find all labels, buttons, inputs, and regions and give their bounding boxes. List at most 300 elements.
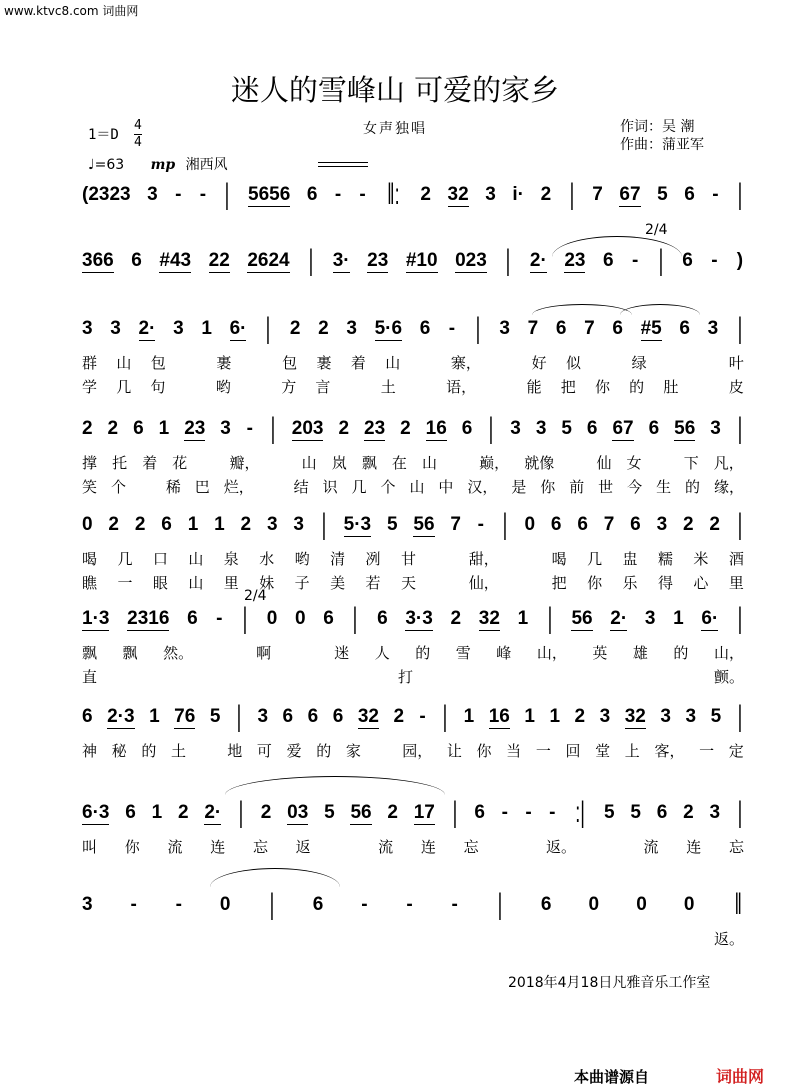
lyric-syllable: 山 — [188, 550, 204, 568]
lyric-syllable: 言 — [315, 378, 331, 396]
note: 6 — [332, 706, 344, 727]
lyric-syllable: 打 — [397, 668, 413, 686]
note: 2· — [529, 249, 547, 271]
note: 3 — [644, 608, 656, 629]
note: 2 — [108, 514, 119, 535]
lyric-syllable: 女 — [626, 454, 642, 472]
lyric-syllable: 飘 — [122, 644, 138, 662]
note: 0 — [683, 894, 695, 915]
lyric-syllable: 就像 — [524, 454, 555, 472]
lyric-syllable: 下 — [683, 454, 699, 472]
lyric-syllable: 喝 — [82, 550, 98, 568]
note: 3 — [710, 418, 721, 439]
barline: | — [269, 888, 274, 921]
lyric-syllable: 啊 — [256, 644, 272, 662]
lyric-syllable: 客， — [654, 742, 685, 760]
lyric-syllable: 一 — [535, 742, 551, 760]
barline: | — [658, 244, 664, 277]
note: 0 — [82, 514, 93, 535]
lyric-syllable: 几 — [116, 378, 132, 396]
barline: | — [238, 796, 244, 829]
note: 3 — [220, 418, 231, 439]
note: - — [448, 318, 456, 339]
credits — [620, 118, 704, 154]
performance-type: 女声独唱 — [363, 121, 427, 137]
lyric-syllable: 哟 — [215, 378, 231, 396]
note: 6 — [577, 514, 588, 535]
barline: | — [475, 312, 480, 345]
note: - — [175, 184, 182, 205]
lyric-syllable: 瞧 — [82, 574, 98, 592]
lyric-line — [82, 572, 744, 593]
note: - — [406, 894, 413, 915]
note: 2· — [138, 317, 156, 339]
lyric-line — [82, 376, 744, 397]
note: 1 — [524, 706, 535, 727]
lyric-syllable: 雄 — [632, 644, 648, 662]
barline: | — [737, 312, 743, 345]
lyric-syllable: 雪 — [455, 644, 471, 662]
lyric-syllable: 方 — [281, 378, 297, 396]
lyric-syllable: 山 — [409, 478, 425, 496]
note: - — [419, 706, 426, 727]
note: - — [361, 894, 368, 915]
barline: | — [353, 602, 358, 635]
lyric-syllable: 识 — [322, 478, 338, 496]
note: 3 — [485, 184, 496, 205]
note: 22 — [208, 249, 230, 271]
note: 2 — [134, 514, 146, 535]
barline: | — [502, 508, 507, 541]
lyric-syllable: 土 — [380, 378, 396, 396]
lyric-line — [82, 666, 744, 687]
lyric-syllable: 心 — [693, 574, 709, 592]
note: 3 — [535, 418, 547, 439]
note: 6 — [161, 514, 172, 535]
note: 1 — [187, 514, 199, 535]
lyric-syllable: 眼 — [152, 574, 168, 592]
note: 0 — [294, 608, 306, 629]
note: 2 — [260, 802, 272, 823]
lyric-syllable: 返。 — [546, 838, 577, 856]
slur — [552, 236, 682, 257]
lyric-syllable: 个 — [380, 478, 396, 496]
barline: | — [265, 312, 271, 345]
note: 3 — [707, 318, 719, 339]
note: (2323 — [82, 184, 131, 205]
lyric-syllable: 中 — [438, 478, 454, 496]
lyric-syllable: 山 — [116, 354, 132, 372]
lyric-syllable: 岚 — [331, 454, 347, 472]
note: 23 — [564, 249, 586, 271]
lyric-line — [82, 352, 744, 373]
score-row — [82, 700, 744, 734]
note: 6 — [550, 514, 562, 535]
lyric-syllable: 包 — [150, 354, 166, 372]
note: 6 — [648, 418, 660, 439]
note: 1 — [151, 802, 163, 823]
lyric-syllable: 把 — [551, 574, 567, 592]
note: 1 — [517, 608, 529, 629]
barline: | — [452, 796, 457, 829]
lyric-syllable: 群 — [82, 354, 98, 372]
lyric-syllable: 仙， — [468, 574, 499, 592]
slur — [210, 868, 340, 887]
note: 6 — [630, 514, 641, 535]
lyric-syllable: 世 — [598, 478, 614, 496]
note: 5 — [710, 706, 722, 727]
note: 2 — [709, 514, 720, 535]
note: 67 — [612, 417, 634, 439]
lyric-syllable: 飘 — [361, 454, 377, 472]
lyric-syllable: 着 — [142, 454, 158, 472]
barline: | — [497, 888, 503, 921]
note: - — [130, 894, 137, 915]
lyric-syllable: 哟 — [294, 550, 310, 568]
lyric-syllable: 的 — [141, 742, 157, 760]
lyric-syllable: 在 — [391, 454, 407, 472]
lyric-syllable: 忘 — [463, 838, 479, 856]
lyric-syllable: 园， — [402, 742, 433, 760]
barline: | — [505, 244, 511, 277]
note: 3 — [599, 706, 611, 727]
note: 2 — [393, 706, 405, 727]
note: 2· — [204, 801, 222, 823]
lyric-syllable: 糯 — [657, 550, 673, 568]
note: #43 — [159, 249, 192, 271]
note: 03 — [287, 801, 309, 823]
note: 3 — [685, 706, 697, 727]
note: 3 — [510, 418, 521, 439]
note: 1 — [149, 706, 160, 727]
lyric-syllable: 然。 — [163, 644, 194, 662]
note: 0 — [524, 514, 536, 535]
lyric-syllable: 流 — [378, 838, 394, 856]
lyric-syllable: 地 — [227, 742, 243, 760]
lyric-syllable: 连 — [210, 838, 226, 856]
note: 6 — [461, 418, 473, 439]
note: 3 — [656, 514, 668, 535]
note: 3 — [173, 318, 184, 339]
note: 5·3 — [343, 513, 372, 535]
note: 2 — [82, 418, 93, 439]
lyric-syllable: 一 — [117, 574, 133, 592]
lyric-syllable: 乐 — [622, 574, 638, 592]
note: i· — [512, 184, 524, 205]
lyric-syllable: 飘 — [82, 644, 98, 662]
note: 2 — [540, 184, 552, 205]
lyricist: 作词：吴 潮 — [620, 119, 695, 135]
barline: | — [442, 700, 448, 733]
note: 1·3 — [82, 607, 110, 629]
lyric-line — [82, 740, 744, 761]
lyric-syllable: 汉， — [467, 478, 498, 496]
note: 32 — [624, 705, 646, 727]
note: 6 — [307, 706, 319, 727]
note: - — [451, 894, 458, 915]
note: 6 — [82, 706, 93, 727]
lyric-syllable: 生 — [656, 478, 672, 496]
note: 3 — [257, 706, 269, 727]
note: 6 — [419, 318, 431, 339]
lyric-syllable: 缘， — [713, 478, 744, 496]
lyric-syllable: 学 — [82, 378, 98, 396]
note: 3·3 — [405, 607, 433, 629]
note: #10 — [405, 249, 438, 271]
lyric-syllable: 你 — [476, 742, 492, 760]
lyric-syllable: 甘 — [400, 550, 416, 568]
barline: | — [321, 508, 327, 541]
barline: | — [236, 700, 242, 733]
note: - — [549, 802, 556, 823]
note: 5 — [561, 418, 572, 439]
lyric-syllable: 盅 — [622, 550, 638, 568]
lyric-syllable: 清 — [330, 550, 346, 568]
note: 366 — [82, 249, 114, 271]
note: 6 — [187, 608, 198, 629]
note: 5 — [386, 514, 398, 535]
tempo-line — [88, 154, 228, 174]
lyric-syllable: 山， — [536, 644, 567, 662]
lyric-syllable: 里 — [728, 574, 744, 592]
lyric-syllable: 神 — [82, 742, 98, 760]
lyric-syllable: 烂， — [223, 478, 254, 496]
note: 6 — [312, 894, 324, 915]
note: 7 — [592, 184, 603, 205]
lyric-syllable: 能 — [526, 378, 542, 396]
slur — [532, 304, 632, 315]
lyric-syllable: 前 — [569, 478, 585, 496]
note: 6 — [555, 318, 567, 339]
note: 2 — [318, 318, 329, 339]
note: 2 — [574, 706, 586, 727]
time-signature — [134, 118, 142, 151]
lyric-syllable: 家 — [345, 742, 361, 760]
lyric-syllable: 可 — [256, 742, 272, 760]
note: #5 — [640, 317, 662, 339]
lyric-syllable: 稀 — [165, 478, 181, 496]
note: - — [712, 184, 719, 205]
note: 5·6 — [374, 317, 403, 339]
lyric-syllable: 你 — [540, 478, 556, 496]
lyric-syllable: 几 — [587, 550, 603, 568]
note: 32 — [357, 705, 379, 727]
lyric-syllable: 冽 — [365, 550, 381, 568]
lyric-line — [82, 548, 744, 569]
note: - — [711, 250, 718, 271]
note: 2· — [610, 607, 628, 629]
barline: | — [308, 244, 314, 277]
footer-source: 本曲谱源自 — [574, 1068, 650, 1086]
note: 1 — [549, 706, 561, 727]
note: 6· — [701, 607, 719, 629]
note: 7 — [527, 318, 539, 339]
note: 0 — [219, 894, 231, 915]
note: - — [501, 802, 508, 823]
barline: | — [488, 412, 494, 445]
score-row — [82, 412, 744, 446]
note: 56 — [413, 513, 435, 535]
lyric-syllable: 返。 — [713, 930, 744, 948]
lyric-syllable: 山， — [713, 644, 744, 662]
score-row — [82, 178, 744, 212]
lyric-syllable: 的 — [629, 378, 645, 396]
note: 2 — [338, 418, 350, 439]
note: 3 — [660, 706, 671, 727]
lyric-syllable: 山 — [385, 354, 401, 372]
note: 6 — [306, 184, 318, 205]
lyric-syllable: 好 — [531, 354, 547, 372]
lyric-syllable: 泉 — [223, 550, 239, 568]
lyric-syllable: 忘 — [728, 838, 744, 856]
style-mark: 湘西风 — [185, 157, 228, 173]
note: 17 — [413, 801, 435, 823]
meter-top: 4 — [134, 118, 142, 133]
lyric-syllable: 的 — [673, 644, 689, 662]
barline: ‖ — [734, 888, 742, 921]
lyric-syllable: 山 — [422, 454, 438, 472]
lyric-syllable: 你 — [587, 574, 603, 592]
meter-bottom: 4 — [134, 135, 142, 150]
lyric-syllable: 土 — [170, 742, 186, 760]
lyric-syllable: 喝 — [551, 550, 567, 568]
note: - — [525, 802, 532, 823]
lyric-syllable: 皮 — [728, 378, 744, 396]
note: 1 — [214, 514, 225, 535]
note: 5 — [630, 802, 641, 823]
note: 3 — [82, 894, 93, 915]
note: 56 — [571, 607, 593, 629]
note: 6· — [229, 317, 247, 339]
lyric-syllable: 英 — [592, 644, 608, 662]
note: 0 — [588, 894, 600, 915]
note: 2 — [177, 802, 189, 823]
note: 1 — [673, 608, 684, 629]
lyric-syllable: 凡， — [713, 454, 744, 472]
note: 23 — [364, 417, 386, 439]
note: 2 — [107, 418, 119, 439]
barline: | — [737, 178, 743, 211]
note: - — [477, 514, 484, 535]
note: 23 — [184, 417, 206, 439]
note: 2 — [420, 184, 431, 205]
lyric-line — [82, 836, 744, 857]
note: 3 — [147, 184, 158, 205]
note: 6 — [133, 418, 144, 439]
note: 023 — [455, 249, 487, 271]
lyric-syllable: 几 — [351, 478, 367, 496]
lyric-syllable: 里 — [223, 574, 239, 592]
lyric-syllable: 返 — [295, 838, 311, 856]
lyric-syllable: 巅， — [479, 454, 510, 472]
lyric-syllable: 仙 — [596, 454, 612, 472]
lyric-syllable: 甜， — [468, 550, 499, 568]
note: 5 — [324, 802, 335, 823]
note: 2 — [450, 608, 462, 629]
note: 5 — [604, 802, 615, 823]
lyric-syllable: 定 — [728, 742, 744, 760]
lyric-syllable: 回 — [565, 742, 581, 760]
slur — [620, 304, 700, 315]
lyric-syllable: 子 — [294, 574, 310, 592]
lyric-syllable: 水 — [259, 550, 275, 568]
score-row — [82, 312, 744, 346]
score-row — [82, 508, 744, 542]
note: - — [175, 894, 182, 915]
key-signature: 1＝D — [88, 127, 119, 143]
crescendo-line — [318, 162, 368, 163]
note: 3 — [346, 318, 357, 339]
barline: | — [737, 508, 743, 541]
lyric-syllable: 若 — [365, 574, 381, 592]
note: 6 — [612, 318, 623, 339]
lyric-syllable: 今 — [627, 478, 643, 496]
lyric-syllable: 是 — [511, 478, 527, 496]
lyric-syllable: 美 — [330, 574, 346, 592]
note: 6 — [474, 802, 485, 823]
note: 203 — [291, 417, 324, 439]
barline: | — [737, 412, 743, 445]
lyric-syllable: 你 — [124, 838, 140, 856]
note: 2 — [289, 318, 301, 339]
lyric-syllable: 瓣， — [229, 454, 260, 472]
lyric-syllable: 肚 — [663, 378, 679, 396]
meter-change-2-4: 2/4 — [645, 222, 668, 238]
note: ) — [736, 250, 744, 271]
note: 16 — [425, 417, 447, 439]
note: 67 — [619, 183, 641, 205]
note: 6 — [282, 706, 294, 727]
note: 76 — [174, 705, 196, 727]
lyric-line — [82, 452, 744, 473]
composer: 作曲：蒲亚军 — [620, 137, 704, 153]
note: 3 — [266, 514, 278, 535]
lyric-syllable: 米 — [693, 550, 709, 568]
note: 3 — [499, 318, 510, 339]
lyric-syllable: 裹 — [216, 354, 232, 372]
lyric-syllable: 天 — [400, 574, 416, 592]
lyric-syllable: 笑 — [82, 478, 98, 496]
lyric-syllable: 似 — [565, 354, 581, 372]
note: 6 — [603, 250, 614, 271]
note: 2 — [240, 514, 252, 535]
note: 2316 — [127, 607, 170, 629]
barline: | — [225, 178, 230, 211]
lyric-line — [82, 642, 744, 663]
slur — [225, 776, 445, 795]
note: 2 — [683, 514, 694, 535]
lyric-syllable: 巴 — [194, 478, 210, 496]
note: 1 — [201, 318, 212, 339]
note: - — [246, 418, 253, 439]
lyric-syllable: 的 — [415, 644, 431, 662]
lyric-syllable: 着 — [350, 354, 366, 372]
note: 23 — [367, 249, 389, 271]
note: 3· — [332, 249, 350, 271]
lyric-syllable: 让 — [446, 742, 462, 760]
lyric-syllable: 颤。 — [713, 668, 744, 686]
note: - — [199, 184, 207, 205]
note: 1 — [463, 706, 475, 727]
lyric-syllable: 包 — [282, 354, 298, 372]
lyric-syllable: 的 — [685, 478, 701, 496]
lyric-syllable: 峰 — [496, 644, 512, 662]
note: 7 — [603, 514, 615, 535]
note: - — [216, 608, 223, 629]
barline: | — [242, 602, 248, 635]
score-row — [82, 888, 744, 922]
lyric-syllable: 迷 — [334, 644, 350, 662]
